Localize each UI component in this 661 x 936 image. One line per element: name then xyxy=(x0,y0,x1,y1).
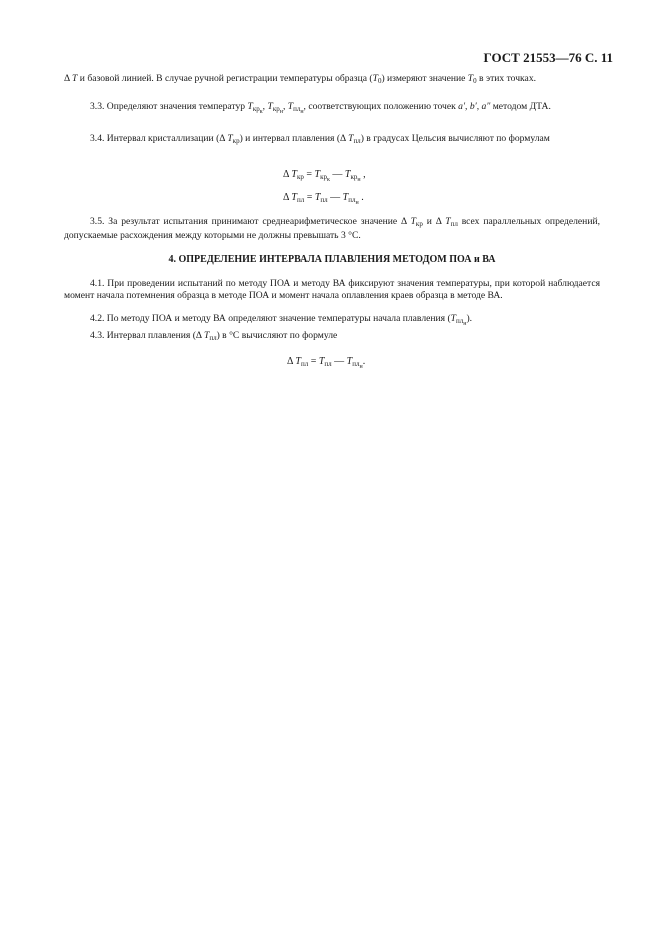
formula-melting-interval-poa-va: Δ $T_{пл} = T_{пл}$ — $T_{пл_н}$. xyxy=(287,356,366,370)
formula-crystallization-interval: Δ $T_{кр} = T_{кр_к}$ — $T_{кр_н}$ , xyxy=(283,169,366,183)
paragraph-continuation: Δ T и базовой линией. В случае ручной регистрации температуры образца $(T_0)$ измеряют значение $T_0$ в этих точках. xyxy=(64,73,537,85)
page-header: ГОСТ 21553—76 С. 11 xyxy=(483,50,613,65)
formula-melting-interval: Δ $T_{пл} = T_{пл}$ — $T_{пл_н}$ . xyxy=(283,192,364,206)
paragraph-4-1: 4.1. При проведении испытаний по методу ПОА и методу ВА фиксируют значения температуры, при которой наблюдается момент начала потемнения образца в методе ПОА и момент начала оплавления краев образца в методе ВА. xyxy=(64,278,600,302)
paragraph-3-5: 3.5. За результат испытания принимают среднеарифметическое значение Δ $T_{кр}$ и Δ $T_{пл}$ всех параллельных определений, допускаемые расхождения между которыми не должны превышать 3 °С. xyxy=(64,216,600,242)
paragraph-3-3: 3.3. Определяют значения температур $T_{кр_к}$, $T_{кр_н}$, $T_{пл_н}$, соответствующих положению точек a′, b′, a″ методом ДТА. xyxy=(90,101,551,115)
paragraph-4-3: 4.3. Интервал плавления (Δ $T_{пл}$) в °С вычисляют по формуле xyxy=(90,330,338,342)
section-heading-4: 4. ОПРЕДЕЛЕНИЕ ИНТЕРВАЛА ПЛАВЛЕНИЯ МЕТОДОМ ПОА и ВА xyxy=(168,254,496,265)
paragraph-3-4: 3.4. Интервал кристаллизации (Δ $T_{кр}$) и интервал плавления (Δ $T_{пл}$) в градусах Цельсия вычисляют по формулам xyxy=(90,133,550,145)
paragraph-4-2: 4.2. По методу ПОА и методу ВА определяют значение температуры начала плавления $(T_{пл_н})$. xyxy=(90,313,473,327)
